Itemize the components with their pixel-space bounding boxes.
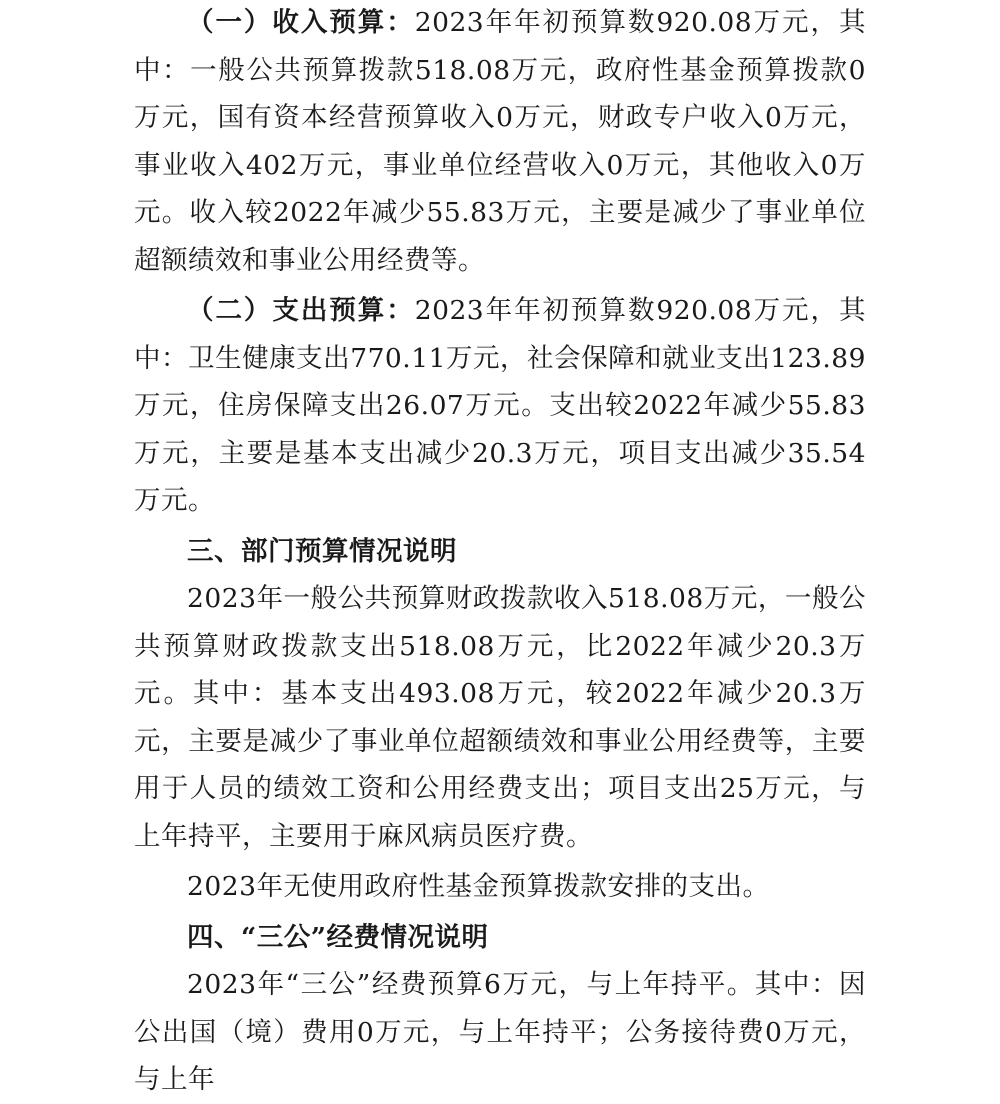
document-body <box>134 0 866 1104</box>
expenditure-budget-lead: （二）支出预算： <box>187 295 415 326</box>
income-budget-paragraph <box>134 0 866 284</box>
section-3-heading: 三、部门预算情况说明 <box>187 535 457 567</box>
income-budget-text: 2023年年初预算数920.08万元，其中：一般公共预算拨款518.08万元，政府性基金预算拨款0万元，国有资本经营预算收入0万元，财政专户收入0万元，事业收入402万元，事业单位经营收入0万元，其他收入0万元。收入较2022年减少55.83万元，主要是减少了事业单位超额绩效和事业公用经费等。 <box>134 7 866 276</box>
expenditure-budget-paragraph <box>134 287 866 525</box>
expenditure-budget-text: 2023年年初预算数920.08万元，其中：卫生健康支出770.11万元，社会保障和就业支出123.89万元，住房保障支出26.07万元。支出较2022年减少55.83万元，主要是基本支出减少20.3万元，项目支出减少35.54万元。 <box>134 295 866 516</box>
section-3-paragraph-2: 2023年无使用政府性基金预算拨款安排的支出。 <box>187 871 770 902</box>
section-4-paragraph-1: 2023年“三公”经费预算6万元，与上年持平。其中：因公出国（境）费用0万元，与上年持平；公务接待费0万元，与上年 <box>134 969 866 1095</box>
income-budget-lead: （一）收入预算： <box>187 7 415 38</box>
section-3-paragraph-1: 2023年一般公共预算财政拨款收入518.08万元，一般公共预算财政拨款支出518.08万元，比2022年减少20.3万元。其中：基本支出493.08万元，较2022年减少20.3万元，主要是减少了事业单位超额绩效和事业公用经费等，主要用于人员的绩效工资和公用经费支出；项目支出25万元，与上年持平，主要用于麻风病员医疗费。 <box>134 583 866 852</box>
section-4-heading: 四、“三公”经费情况说明 <box>187 921 489 953</box>
